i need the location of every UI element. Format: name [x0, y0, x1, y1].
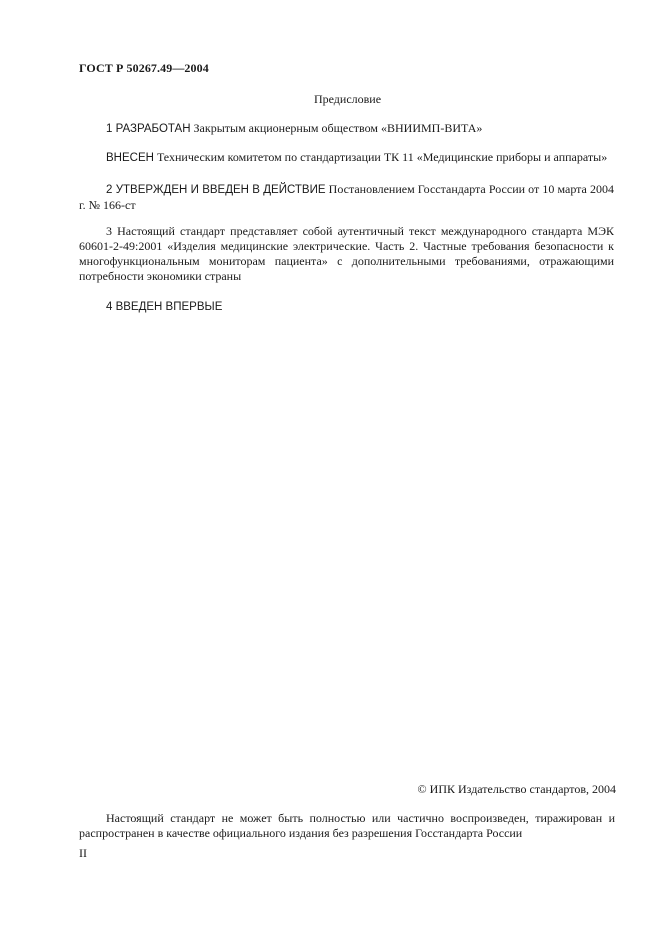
foreword-item-lead: 2 УТВЕРЖДЕН И ВВЕДЕН В ДЕЙСТВИЕ: [106, 184, 326, 196]
document-code: ГОСТ Р 50267.49—2004: [79, 61, 209, 75]
foreword-item-lead: ВНЕСЕН: [106, 152, 154, 164]
page-number: II: [79, 846, 87, 860]
foreword-item-lead: 1 РАЗРАБОТАН: [106, 123, 191, 135]
foreword-item-developed: [79, 121, 614, 137]
foreword-title: Предисловие: [313, 92, 382, 106]
reproduction-notice: Настоящий стандарт не может быть полностью или частично воспроизведен, тиражирован и распространен в качестве официального издания без разрешения Госстандарта России: [79, 811, 615, 840]
foreword-item-text: Постановлением Госстандарта России от 10 марта 2004 г. № 166-ст: [79, 182, 614, 212]
copyright-line: © ИПК Издательство стандартов, 2004: [417, 782, 616, 796]
foreword-item-text: Закрытым акционерным обществом «ВНИИМП-ВИТА»: [190, 121, 483, 135]
foreword-item-approved: [79, 182, 614, 213]
foreword-item-text: Техническим комитетом по стандартизации ТК 11 «Медицинские приборы и аппараты»: [153, 150, 608, 164]
foreword-item-lead: 4 ВВЕДЕН ВПЕРВЫЕ: [106, 301, 223, 313]
foreword-item-authentic-text: [79, 224, 614, 284]
foreword-item-text: 3 Настоящий стандарт представляет собой аутентичный текст международного стандарта МЭК 60601-2-49:2001 «Изделия медицинские электрические. Часть 2. Частные требования безопасности к многофункциональным мониторам пациента» с дополнительными требованиями, отражающими потребности экономики страны: [79, 224, 614, 283]
foreword-item-first-introduced: [79, 299, 614, 315]
foreword-item-introduced: [79, 150, 614, 166]
